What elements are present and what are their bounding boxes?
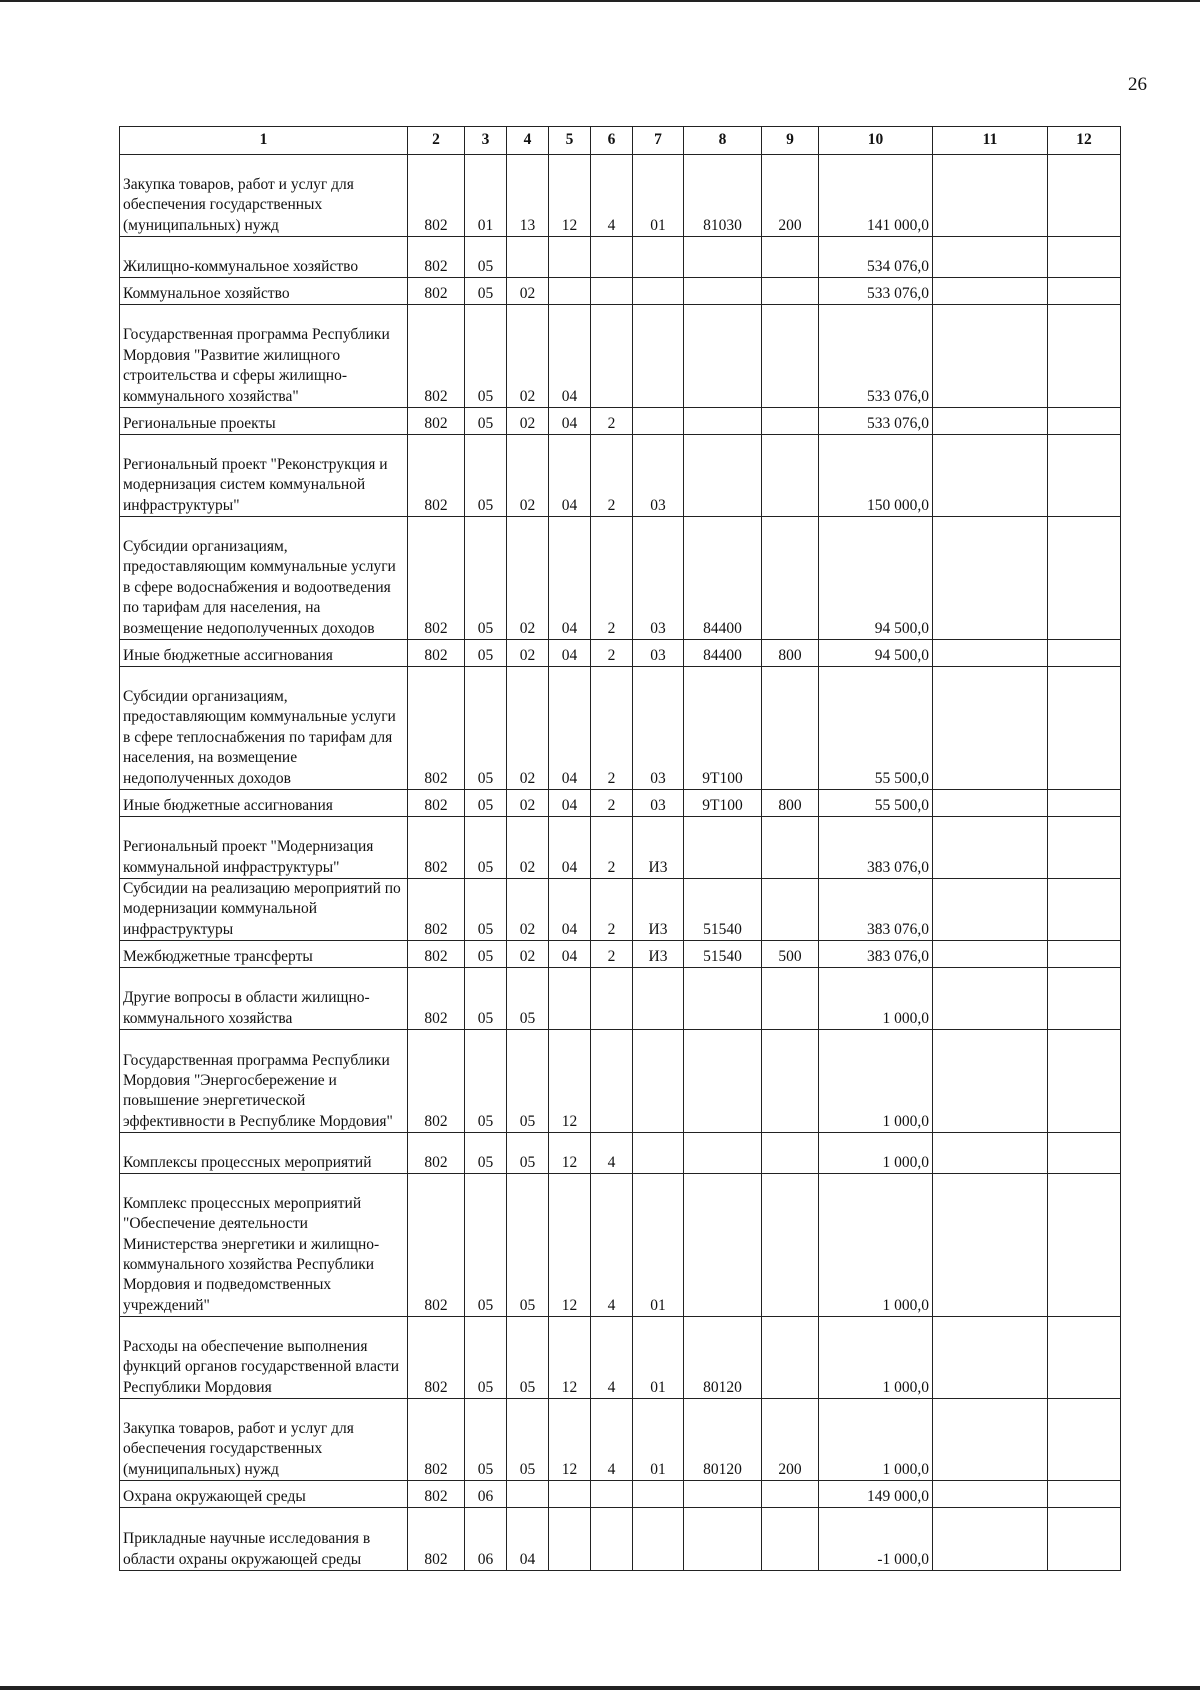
- expense-code-cell: [684, 1133, 762, 1174]
- project-code-cell: И3: [633, 879, 684, 941]
- project-code-cell: 03: [633, 435, 684, 517]
- table-row: [120, 237, 1121, 278]
- column-12-cell: [1048, 968, 1121, 1030]
- row-name-cell: Другие вопросы в области жилищно-коммунального хозяйства: [120, 968, 408, 1030]
- subsection-code-cell: 02: [507, 435, 549, 517]
- expense-type-cell: [762, 408, 819, 435]
- row-name-cell: Комплексы процессных мероприятий: [120, 1133, 408, 1174]
- ministry-code-cell: 802: [408, 1133, 465, 1174]
- project-code-cell: [633, 1508, 684, 1571]
- expense-type-cell: 800: [762, 640, 819, 667]
- program-code-cell: [549, 1508, 591, 1571]
- project-code-cell: И3: [633, 817, 684, 879]
- expense-type-cell: [762, 305, 819, 408]
- expense-type-cell: [762, 817, 819, 879]
- project-code-cell: [633, 305, 684, 408]
- table-row: [120, 1317, 1121, 1399]
- row-name-cell: Охрана окружающей среды: [120, 1481, 408, 1508]
- section-code-cell: 05: [465, 968, 507, 1030]
- column-11-cell: [933, 1481, 1048, 1508]
- expense-type-cell: [762, 879, 819, 941]
- expense-type-cell: [762, 1508, 819, 1571]
- column-11-cell: [933, 817, 1048, 879]
- table-row: [120, 817, 1121, 879]
- program-code-cell: 04: [549, 790, 591, 817]
- expense-type-cell: 200: [762, 1399, 819, 1481]
- table-row: [120, 408, 1121, 435]
- row-name-cell: Иные бюджетные ассигнования: [120, 790, 408, 817]
- expense-code-cell: 51540: [684, 879, 762, 941]
- project-code-cell: [633, 408, 684, 435]
- subsection-code-cell: 02: [507, 879, 549, 941]
- subprogram-code-cell: [591, 968, 633, 1030]
- budget-table: [119, 126, 1121, 1571]
- section-code-cell: 05: [465, 1399, 507, 1481]
- program-code-cell: 12: [549, 1030, 591, 1133]
- program-code-cell: 12: [549, 1317, 591, 1399]
- table-row: [120, 278, 1121, 305]
- column-number-row: [120, 127, 1121, 155]
- row-name-cell: Субсидии на реализацию мероприятий по модернизации коммунальной инфраструктуры: [120, 879, 408, 941]
- column-12-cell: [1048, 879, 1121, 941]
- ministry-code-cell: 802: [408, 1174, 465, 1317]
- section-code-cell: 05: [465, 1174, 507, 1317]
- subprogram-code-cell: [591, 1481, 633, 1508]
- table-row: [120, 941, 1121, 968]
- expense-code-cell: [684, 1481, 762, 1508]
- column-11-cell: [933, 1508, 1048, 1571]
- section-code-cell: 05: [465, 1133, 507, 1174]
- subsection-code-cell: 02: [507, 278, 549, 305]
- row-name-cell: Иные бюджетные ассигнования: [120, 640, 408, 667]
- column-12-cell: [1048, 1317, 1121, 1399]
- subsection-code-cell: 05: [507, 1317, 549, 1399]
- subsection-code-cell: 02: [507, 517, 549, 640]
- program-code-cell: 04: [549, 879, 591, 941]
- ministry-code-cell: 802: [408, 879, 465, 941]
- column-11-cell: [933, 1317, 1048, 1399]
- expense-code-cell: 84400: [684, 640, 762, 667]
- ministry-code-cell: 802: [408, 237, 465, 278]
- subprogram-code-cell: [591, 278, 633, 305]
- column-11-cell: [933, 941, 1048, 968]
- column-12-cell: [1048, 517, 1121, 640]
- expense-type-cell: [762, 517, 819, 640]
- expense-code-cell: [684, 435, 762, 517]
- subprogram-code-cell: [591, 1030, 633, 1133]
- row-name-cell: Субсидии организациям, предоставляющим коммунальные услуги в сфере водоснабжения и водоотведения по тарифам для населения, на возмещение недополученных доходов: [120, 517, 408, 640]
- column-header: 9: [762, 127, 819, 155]
- project-code-cell: [633, 237, 684, 278]
- ministry-code-cell: 802: [408, 941, 465, 968]
- subprogram-code-cell: 4: [591, 1399, 633, 1481]
- column-11-cell: [933, 879, 1048, 941]
- program-code-cell: 04: [549, 517, 591, 640]
- expense-code-cell: 9Т100: [684, 790, 762, 817]
- subsection-code-cell: [507, 237, 549, 278]
- expense-type-cell: 500: [762, 941, 819, 968]
- section-code-cell: 05: [465, 879, 507, 941]
- subsection-code-cell: 02: [507, 305, 549, 408]
- program-code-cell: 04: [549, 667, 591, 790]
- column-11-cell: [933, 155, 1048, 237]
- amount-cell: 534 076,0: [819, 237, 933, 278]
- program-code-cell: [549, 278, 591, 305]
- expense-type-cell: [762, 1481, 819, 1508]
- expense-type-cell: [762, 968, 819, 1030]
- subprogram-code-cell: 2: [591, 790, 633, 817]
- ministry-code-cell: 802: [408, 1030, 465, 1133]
- table-row: [120, 1399, 1121, 1481]
- project-code-cell: 01: [633, 1174, 684, 1317]
- project-code-cell: 03: [633, 667, 684, 790]
- section-code-cell: 05: [465, 305, 507, 408]
- subprogram-code-cell: 2: [591, 817, 633, 879]
- subsection-code-cell: 13: [507, 155, 549, 237]
- subprogram-code-cell: 4: [591, 1317, 633, 1399]
- column-12-cell: [1048, 1174, 1121, 1317]
- column-header: 3: [465, 127, 507, 155]
- subsection-code-cell: 05: [507, 968, 549, 1030]
- column-11-cell: [933, 1174, 1048, 1317]
- row-name-cell: Расходы на обеспечение выполнения функций органов государственной власти Республики Мордовия: [120, 1317, 408, 1399]
- section-code-cell: 05: [465, 517, 507, 640]
- project-code-cell: [633, 968, 684, 1030]
- subsection-code-cell: 05: [507, 1399, 549, 1481]
- subsection-code-cell: 02: [507, 941, 549, 968]
- column-11-cell: [933, 517, 1048, 640]
- column-12-cell: [1048, 1508, 1121, 1571]
- amount-cell: 1 000,0: [819, 1133, 933, 1174]
- table-row: [120, 1174, 1121, 1317]
- amount-cell: 383 076,0: [819, 941, 933, 968]
- subsection-code-cell: [507, 1481, 549, 1508]
- row-name-cell: Субсидии организациям, предоставляющим коммунальные услуги в сфере теплоснабжения по тарифам для населения, на возмещение недополученных доходов: [120, 667, 408, 790]
- program-code-cell: 12: [549, 1399, 591, 1481]
- column-11-cell: [933, 1030, 1048, 1133]
- amount-cell: 1 000,0: [819, 1317, 933, 1399]
- subprogram-code-cell: 2: [591, 517, 633, 640]
- column-11-cell: [933, 1133, 1048, 1174]
- project-code-cell: 03: [633, 640, 684, 667]
- column-header: 8: [684, 127, 762, 155]
- project-code-cell: [633, 1133, 684, 1174]
- section-code-cell: 05: [465, 1317, 507, 1399]
- column-header: 12: [1048, 127, 1121, 155]
- subprogram-code-cell: 2: [591, 408, 633, 435]
- amount-cell: 533 076,0: [819, 305, 933, 408]
- table-row: [120, 640, 1121, 667]
- ministry-code-cell: 802: [408, 278, 465, 305]
- subprogram-code-cell: 2: [591, 667, 633, 790]
- column-11-cell: [933, 408, 1048, 435]
- row-name-cell: Государственная программа Республики Мордовия "Развитие жилищного строительства и сферы жилищно-коммунального хозяйства": [120, 305, 408, 408]
- expense-type-cell: [762, 278, 819, 305]
- table-row: [120, 1508, 1121, 1571]
- subsection-code-cell: 04: [507, 1508, 549, 1571]
- ministry-code-cell: 802: [408, 667, 465, 790]
- ministry-code-cell: 802: [408, 1481, 465, 1508]
- expense-type-cell: [762, 237, 819, 278]
- section-code-cell: 05: [465, 408, 507, 435]
- subprogram-code-cell: [591, 305, 633, 408]
- program-code-cell: [549, 968, 591, 1030]
- expense-type-cell: [762, 1317, 819, 1399]
- project-code-cell: 03: [633, 790, 684, 817]
- column-11-cell: [933, 667, 1048, 790]
- row-name-cell: Закупка товаров, работ и услуг для обеспечения государственных (муниципальных) нужд: [120, 1399, 408, 1481]
- row-name-cell: Региональный проект "Реконструкция и модернизация систем коммунальной инфраструктуры": [120, 435, 408, 517]
- table-row: [120, 667, 1121, 790]
- amount-cell: 1 000,0: [819, 1030, 933, 1133]
- expense-code-cell: 9Т100: [684, 667, 762, 790]
- program-code-cell: 04: [549, 941, 591, 968]
- column-11-cell: [933, 968, 1048, 1030]
- amount-cell: 1 000,0: [819, 1174, 933, 1317]
- project-code-cell: 01: [633, 1317, 684, 1399]
- ministry-code-cell: 802: [408, 1399, 465, 1481]
- amount-cell: 55 500,0: [819, 667, 933, 790]
- expense-type-cell: [762, 667, 819, 790]
- table-row: [120, 1030, 1121, 1133]
- column-header: 7: [633, 127, 684, 155]
- column-11-cell: [933, 640, 1048, 667]
- column-12-cell: [1048, 790, 1121, 817]
- program-code-cell: 04: [549, 408, 591, 435]
- column-12-cell: [1048, 1399, 1121, 1481]
- expense-code-cell: [684, 817, 762, 879]
- column-11-cell: [933, 435, 1048, 517]
- program-code-cell: 04: [549, 640, 591, 667]
- expense-code-cell: [684, 1508, 762, 1571]
- project-code-cell: И3: [633, 941, 684, 968]
- section-code-cell: 05: [465, 237, 507, 278]
- project-code-cell: [633, 1030, 684, 1133]
- program-code-cell: 12: [549, 155, 591, 237]
- subsection-code-cell: 02: [507, 817, 549, 879]
- subprogram-code-cell: 4: [591, 1133, 633, 1174]
- table-row: [120, 968, 1121, 1030]
- subsection-code-cell: 02: [507, 640, 549, 667]
- amount-cell: 383 076,0: [819, 817, 933, 879]
- column-12-cell: [1048, 667, 1121, 790]
- column-12-cell: [1048, 1030, 1121, 1133]
- row-name-cell: Закупка товаров, работ и услуг для обеспечения государственных (муниципальных) нужд: [120, 155, 408, 237]
- column-12-cell: [1048, 817, 1121, 879]
- row-name-cell: Региональный проект "Модернизация коммунальной инфраструктуры": [120, 817, 408, 879]
- expense-code-cell: [684, 408, 762, 435]
- expense-code-cell: 51540: [684, 941, 762, 968]
- column-header: 6: [591, 127, 633, 155]
- ministry-code-cell: 802: [408, 517, 465, 640]
- column-12-cell: [1048, 1481, 1121, 1508]
- subprogram-code-cell: 2: [591, 879, 633, 941]
- section-code-cell: 06: [465, 1508, 507, 1571]
- amount-cell: 55 500,0: [819, 790, 933, 817]
- column-12-cell: [1048, 941, 1121, 968]
- subprogram-code-cell: 2: [591, 435, 633, 517]
- row-name-cell: Комплекс процессных мероприятий "Обеспечение деятельности Министерства энергетики и жилищно-коммунального хозяйства Республики Мордовия и подведомственных учреждений": [120, 1174, 408, 1317]
- subsection-code-cell: 05: [507, 1030, 549, 1133]
- expense-code-cell: 80120: [684, 1399, 762, 1481]
- ministry-code-cell: 802: [408, 790, 465, 817]
- program-code-cell: 04: [549, 817, 591, 879]
- row-name-cell: Коммунальное хозяйство: [120, 278, 408, 305]
- row-name-cell: Межбюджетные трансферты: [120, 941, 408, 968]
- table-row: [120, 1133, 1121, 1174]
- expense-type-cell: 800: [762, 790, 819, 817]
- project-code-cell: 01: [633, 155, 684, 237]
- section-code-cell: 05: [465, 640, 507, 667]
- column-11-cell: [933, 278, 1048, 305]
- section-code-cell: 01: [465, 155, 507, 237]
- amount-cell: 141 000,0: [819, 155, 933, 237]
- project-code-cell: [633, 278, 684, 305]
- amount-cell: 1 000,0: [819, 1399, 933, 1481]
- project-code-cell: 03: [633, 517, 684, 640]
- ministry-code-cell: 802: [408, 968, 465, 1030]
- column-11-cell: [933, 1399, 1048, 1481]
- expense-type-cell: [762, 1030, 819, 1133]
- expense-type-cell: 200: [762, 155, 819, 237]
- subprogram-code-cell: [591, 1508, 633, 1571]
- table-body: [120, 155, 1121, 1571]
- expense-type-cell: [762, 1174, 819, 1317]
- table-row: [120, 879, 1121, 941]
- subsection-code-cell: 02: [507, 408, 549, 435]
- expense-code-cell: [684, 1030, 762, 1133]
- amount-cell: 149 000,0: [819, 1481, 933, 1508]
- row-name-cell: Государственная программа Республики Мордовия "Энергосбережение и повышение энергетической эффективности в Республике Мордовия": [120, 1030, 408, 1133]
- amount-cell: 94 500,0: [819, 640, 933, 667]
- section-code-cell: 05: [465, 435, 507, 517]
- expense-type-cell: [762, 435, 819, 517]
- subsection-code-cell: 05: [507, 1174, 549, 1317]
- section-code-cell: 06: [465, 1481, 507, 1508]
- expense-code-cell: [684, 237, 762, 278]
- row-name-cell: Прикладные научные исследования в области охраны окружающей среды: [120, 1508, 408, 1571]
- section-code-cell: 05: [465, 790, 507, 817]
- subsection-code-cell: 05: [507, 1133, 549, 1174]
- program-code-cell: [549, 1481, 591, 1508]
- table-row: [120, 790, 1121, 817]
- amount-cell: 533 076,0: [819, 278, 933, 305]
- program-code-cell: 12: [549, 1133, 591, 1174]
- ministry-code-cell: 802: [408, 1508, 465, 1571]
- section-code-cell: 05: [465, 817, 507, 879]
- section-code-cell: 05: [465, 667, 507, 790]
- column-header: 5: [549, 127, 591, 155]
- amount-cell: 533 076,0: [819, 408, 933, 435]
- subprogram-code-cell: 2: [591, 640, 633, 667]
- amount-cell: 383 076,0: [819, 879, 933, 941]
- column-11-cell: [933, 790, 1048, 817]
- column-12-cell: [1048, 1133, 1121, 1174]
- subprogram-code-cell: 4: [591, 1174, 633, 1317]
- column-12-cell: [1048, 435, 1121, 517]
- ministry-code-cell: 802: [408, 408, 465, 435]
- row-name-cell: Региональные проекты: [120, 408, 408, 435]
- column-header: 2: [408, 127, 465, 155]
- table-row: [120, 435, 1121, 517]
- column-11-cell: [933, 237, 1048, 278]
- amount-cell: 1 000,0: [819, 968, 933, 1030]
- column-12-cell: [1048, 305, 1121, 408]
- ministry-code-cell: 802: [408, 1317, 465, 1399]
- expense-code-cell: [684, 305, 762, 408]
- amount-cell: -1 000,0: [819, 1508, 933, 1571]
- expense-type-cell: [762, 1133, 819, 1174]
- column-12-cell: [1048, 155, 1121, 237]
- expense-code-cell: [684, 968, 762, 1030]
- column-11-cell: [933, 305, 1048, 408]
- subprogram-code-cell: [591, 237, 633, 278]
- subsection-code-cell: 02: [507, 790, 549, 817]
- expense-code-cell: 81030: [684, 155, 762, 237]
- ministry-code-cell: 802: [408, 155, 465, 237]
- program-code-cell: 04: [549, 435, 591, 517]
- ministry-code-cell: 802: [408, 305, 465, 408]
- section-code-cell: 05: [465, 278, 507, 305]
- project-code-cell: [633, 1481, 684, 1508]
- program-code-cell: [549, 237, 591, 278]
- ministry-code-cell: 802: [408, 640, 465, 667]
- amount-cell: 150 000,0: [819, 435, 933, 517]
- column-12-cell: [1048, 278, 1121, 305]
- column-header: 11: [933, 127, 1048, 155]
- column-header: 10: [819, 127, 933, 155]
- table-row: [120, 517, 1121, 640]
- amount-cell: 94 500,0: [819, 517, 933, 640]
- subprogram-code-cell: 4: [591, 155, 633, 237]
- row-name-cell: Жилищно-коммунальное хозяйство: [120, 237, 408, 278]
- section-code-cell: 05: [465, 941, 507, 968]
- table-row: [120, 305, 1121, 408]
- column-12-cell: [1048, 237, 1121, 278]
- expense-code-cell: 80120: [684, 1317, 762, 1399]
- program-code-cell: 12: [549, 1174, 591, 1317]
- scan-border-bottom: [0, 1686, 1200, 1690]
- ministry-code-cell: 802: [408, 435, 465, 517]
- column-header: 4: [507, 127, 549, 155]
- project-code-cell: 01: [633, 1399, 684, 1481]
- table-row: [120, 155, 1121, 237]
- subsection-code-cell: 02: [507, 667, 549, 790]
- section-code-cell: 05: [465, 1030, 507, 1133]
- expense-code-cell: 84400: [684, 517, 762, 640]
- expense-code-cell: [684, 1174, 762, 1317]
- column-header: 1: [120, 127, 408, 155]
- program-code-cell: 04: [549, 305, 591, 408]
- subprogram-code-cell: 2: [591, 941, 633, 968]
- expense-code-cell: [684, 278, 762, 305]
- scan-border-top: [0, 0, 1200, 2]
- page-number: 26: [1128, 74, 1147, 95]
- column-12-cell: [1048, 408, 1121, 435]
- table-row: [120, 1481, 1121, 1508]
- ministry-code-cell: 802: [408, 817, 465, 879]
- column-12-cell: [1048, 640, 1121, 667]
